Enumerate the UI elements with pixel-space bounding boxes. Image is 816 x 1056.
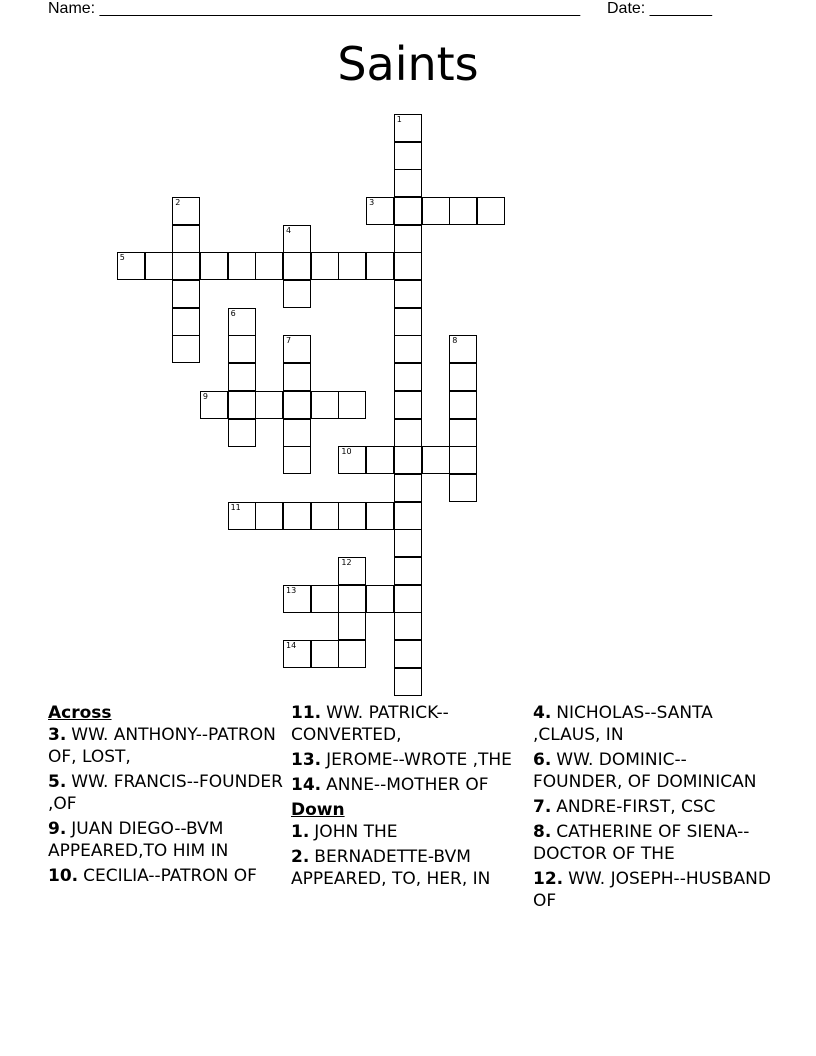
clue-number: 5	[119, 253, 125, 263]
grid-cell[interactable]	[394, 640, 422, 668]
clue-number: 13	[286, 585, 297, 595]
grid-cell[interactable]	[228, 391, 256, 419]
date-field[interactable]: _______	[649, 0, 712, 17]
grid-cell[interactable]	[172, 225, 200, 253]
grid-cell[interactable]	[394, 419, 422, 447]
grid-cell[interactable]	[449, 446, 477, 474]
grid-cell[interactable]	[311, 252, 339, 280]
grid-cell[interactable]	[366, 585, 394, 613]
grid-cell[interactable]	[311, 502, 339, 530]
grid-cell[interactable]	[283, 502, 311, 530]
grid-cell[interactable]	[394, 280, 422, 308]
grid-cell[interactable]	[228, 419, 256, 447]
grid-cell[interactable]	[338, 391, 366, 419]
grid-cell[interactable]	[172, 335, 200, 363]
grid-cell[interactable]	[394, 308, 422, 336]
grid-cell[interactable]	[394, 252, 422, 280]
grid-cell[interactable]	[228, 502, 256, 530]
name-label: Name:	[48, 0, 96, 17]
down-clue-1: 1. JOHN THE	[291, 822, 398, 842]
down-clue-2: 2. BERNADETTE-BVM APPEARED, TO, HER, IN	[291, 847, 491, 889]
grid-cell[interactable]	[283, 391, 311, 419]
grid-cell[interactable]	[255, 502, 283, 530]
date-label: Date:	[607, 0, 646, 17]
grid-cell[interactable]	[311, 391, 339, 419]
clue-number: 11	[230, 502, 241, 512]
down-heading: Down	[291, 800, 345, 820]
grid-cell[interactable]	[200, 252, 228, 280]
grid-cell[interactable]	[394, 114, 422, 142]
page-title: Saints	[337, 37, 479, 91]
clues-column-1	[48, 702, 284, 890]
clue-number: 12	[341, 558, 352, 567]
across-clue-14: 14. ANNE--MOTHER OF	[291, 775, 489, 795]
grid-cell[interactable]	[117, 252, 145, 280]
across-clue-3: 3. WW. ANTHONY--PATRON OF, LOST,	[48, 725, 276, 767]
grid-cell[interactable]	[228, 335, 256, 363]
grid-cell[interactable]	[394, 557, 422, 585]
grid-cell[interactable]	[477, 197, 505, 225]
grid-cell[interactable]	[394, 585, 422, 613]
grid-cell[interactable]	[172, 280, 200, 308]
grid-cell[interactable]	[449, 474, 477, 502]
down-clue-4: 4. NICHOLAS--SANTA ,CLAUS, IN	[533, 703, 713, 745]
grid-cell[interactable]	[172, 252, 200, 280]
across-clue-10: 10. CECILIA--PATRON OF	[48, 866, 257, 886]
grid-cell[interactable]	[172, 197, 200, 225]
clue-number: 14	[286, 641, 297, 651]
grid-cell[interactable]	[283, 252, 311, 280]
grid-cell[interactable]	[228, 363, 256, 391]
clue-number: 7	[286, 336, 292, 346]
grid-cell[interactable]	[449, 197, 477, 225]
grid-cell[interactable]	[283, 363, 311, 391]
grid-cell[interactable]	[394, 197, 422, 225]
grid-cell[interactable]	[338, 446, 366, 474]
grid-cell[interactable]	[311, 585, 339, 613]
grid-cell[interactable]	[394, 363, 422, 391]
clues-column-2	[291, 702, 527, 893]
clue-number: 1	[396, 114, 402, 124]
clues-column-3	[533, 702, 773, 915]
clue-number: 10	[341, 447, 352, 457]
grid-cell[interactable]	[366, 446, 394, 474]
across-clue-9: 9. JUAN DIEGO--BVM APPEARED,TO HIM IN	[48, 819, 229, 861]
grid-cell[interactable]	[283, 280, 311, 308]
grid-cell[interactable]	[394, 335, 422, 363]
grid-cell[interactable]	[338, 502, 366, 530]
clue-number: 3	[369, 197, 375, 207]
grid-cell[interactable]	[283, 419, 311, 447]
grid-cell[interactable]	[283, 225, 311, 253]
grid-cell[interactable]	[283, 640, 311, 668]
across-heading: Across	[48, 703, 112, 723]
grid-cell[interactable]	[366, 197, 394, 225]
grid-cell[interactable]	[449, 363, 477, 391]
down-clue-12: 12. WW. JOSEPH--HUSBAND OF	[533, 869, 771, 911]
grid-cell[interactable]	[311, 640, 339, 668]
grid-cell[interactable]	[338, 612, 366, 640]
grid-cell[interactable]	[366, 252, 394, 280]
across-clue-11: 11. WW. PATRICK--CONVERTED,	[291, 703, 449, 745]
grid-cell[interactable]	[394, 225, 422, 253]
grid-cell[interactable]	[449, 335, 477, 363]
grid-cell[interactable]	[422, 446, 450, 474]
clue-number: 2	[175, 197, 181, 207]
grid-cell[interactable]	[394, 502, 422, 530]
down-clue-7: 7. ANDRE-FIRST, CSC	[533, 797, 716, 817]
grid-cell[interactable]	[366, 502, 394, 530]
grid-cell[interactable]	[338, 557, 366, 585]
grid-cell[interactable]	[338, 585, 366, 613]
grid-cell[interactable]	[394, 446, 422, 474]
grid-cell[interactable]	[338, 640, 366, 668]
clue-number: 4	[286, 225, 292, 235]
grid-cell[interactable]	[228, 308, 256, 336]
grid-cell[interactable]	[449, 419, 477, 447]
grid-cell[interactable]	[394, 142, 422, 170]
grid-cell[interactable]	[283, 335, 311, 363]
down-clue-6: 6. WW. DOMINIC--FOUNDER, OF DOMINICAN	[533, 750, 757, 792]
grid-cell[interactable]	[145, 252, 173, 280]
grid-cell[interactable]	[200, 391, 228, 419]
down-clue-8: 8. CATHERINE OF SIENA--DOCTOR OF THE	[533, 822, 750, 864]
clue-number: 8	[452, 336, 458, 346]
grid-cell[interactable]	[394, 612, 422, 640]
grid-cell[interactable]	[394, 169, 422, 197]
grid-cell[interactable]	[283, 585, 311, 613]
grid-cell[interactable]	[255, 391, 283, 419]
grid-cell[interactable]	[422, 197, 450, 225]
grid-cell[interactable]	[255, 252, 283, 280]
grid-cell[interactable]	[394, 668, 422, 696]
grid-cell[interactable]	[394, 391, 422, 419]
grid-cell[interactable]	[228, 252, 256, 280]
grid-cell[interactable]	[338, 252, 366, 280]
clue-number: 6	[230, 308, 236, 318]
grid-cell[interactable]	[449, 391, 477, 419]
grid-cell[interactable]	[283, 446, 311, 474]
grid-cell[interactable]	[394, 529, 422, 557]
clue-number: 9	[202, 391, 208, 401]
grid-cell[interactable]	[172, 308, 200, 336]
grid-cell[interactable]	[394, 474, 422, 502]
name-field[interactable]: ______________________________________________________	[99, 0, 581, 17]
across-clue-13: 13. JEROME--WROTE ,THE	[291, 750, 512, 770]
across-clue-5: 5. WW. FRANCIS--FOUNDER ,OF	[48, 772, 283, 814]
